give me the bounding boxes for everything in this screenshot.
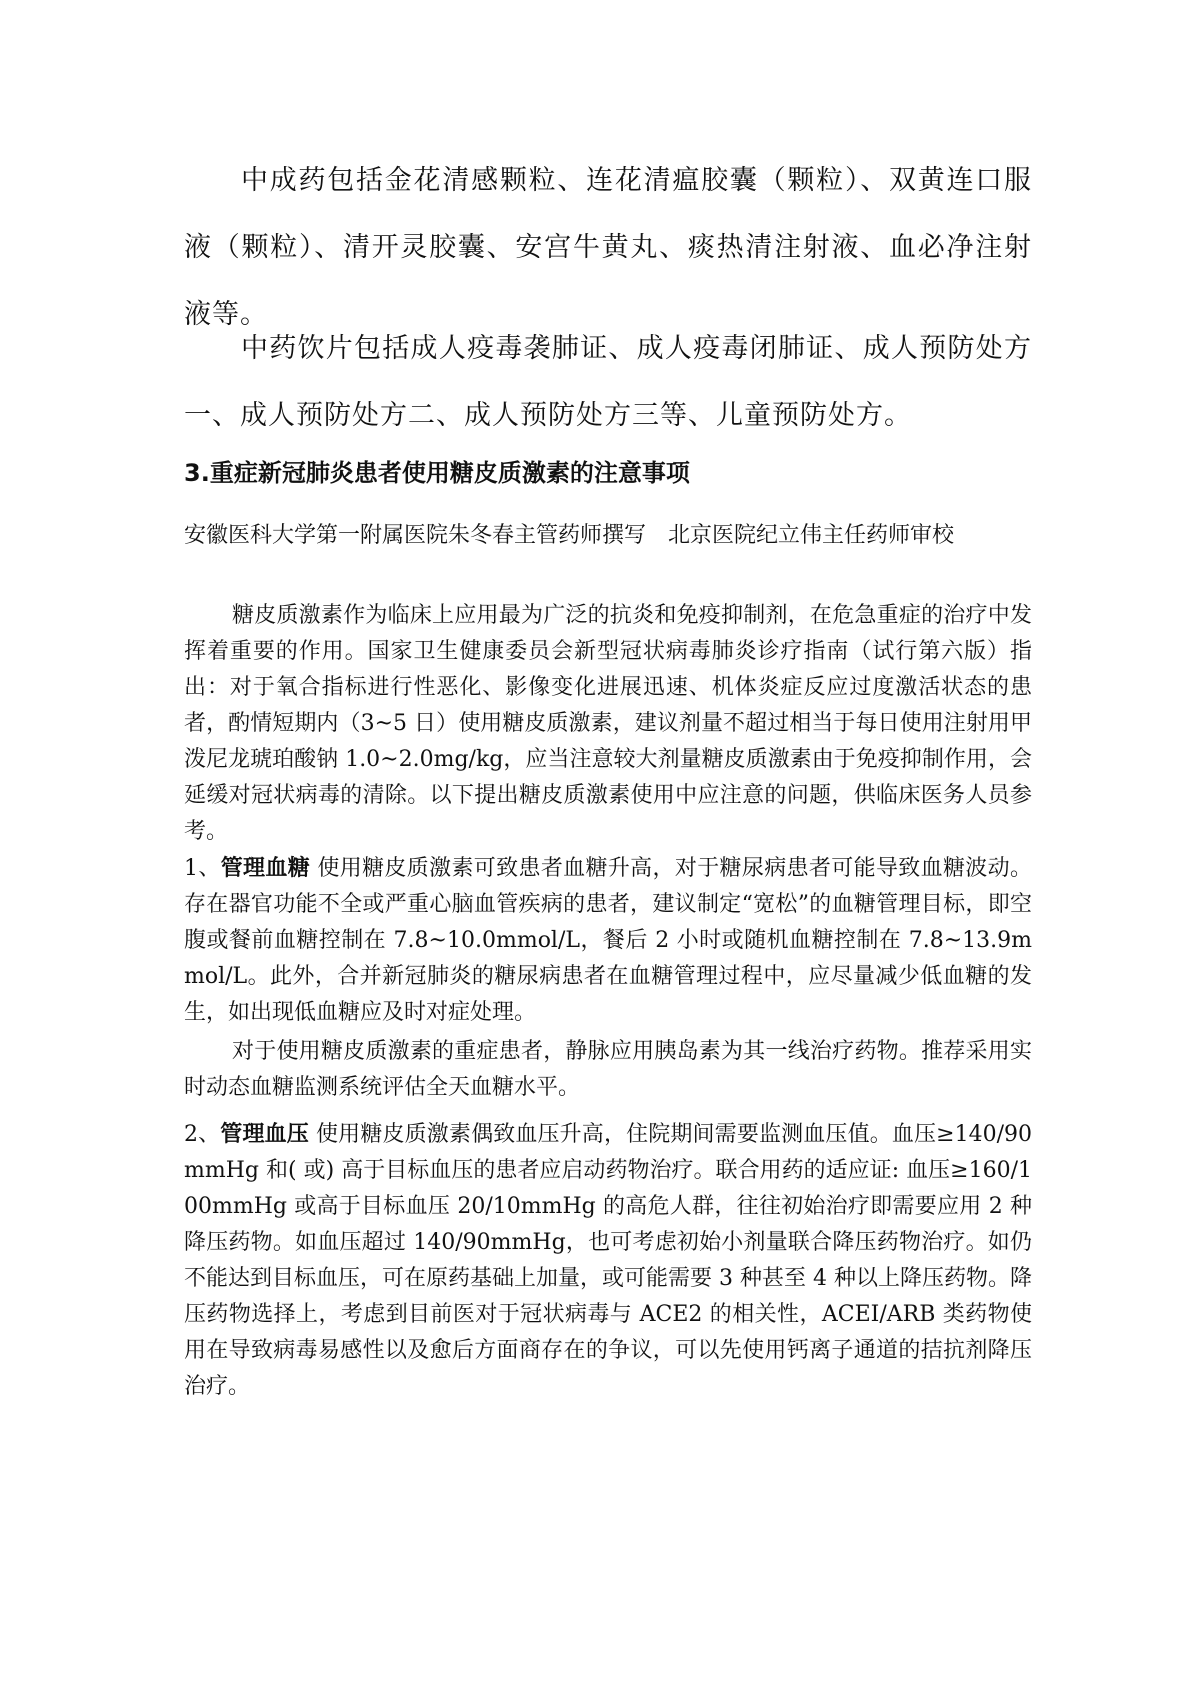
item-blood-pressure	[184, 1117, 1032, 1405]
item-blood-glucose	[184, 851, 1032, 1031]
item-number: 1、	[184, 856, 221, 881]
paragraph-insulin: 对于使用糖皮质激素的重症患者，静脉应用胰岛素为其一线治疗药物。推荐采用实时动态血糖监测系统评估全天血糖水平。	[184, 1039, 1032, 1100]
paragraph-intro: 糖皮质激素作为临床上应用最为广泛的抗炎和免疫抑制剂，在危急重症的治疗中发挥着重要的作用。国家卫生健康委员会新型冠状病毒肺炎诊疗指南（试行第六版）指出：对于氧合指标进行性恶化、影像变化进展迅速、机体炎症反应过度激活状态的患者，酌情短期内（3~5 日）使用糖皮质激素，建议剂量不超过相当于每日使用注射用甲泼尼龙琥珀酸钠 1.0~2.0mg/kg，应当注意较大剂量糖皮质激素由于免疫抑制作用，会延缓对冠状病毒的清除。以下提出糖皮质激素使用中应注意的问题，供临床医务人员参考。	[184, 603, 1032, 844]
paragraph-patent-medicines: 中成药包括金花清感颗粒、连花清瘟胶囊（颗粒）、双黄连口服液（颗粒）、清开灵胶囊、安宫牛黄丸、痰热清注射液、血必净注射液等。	[184, 165, 1032, 330]
paragraph-decoction-pieces: 中药饮片包括成人疫毒袭肺证、成人疫毒闭肺证、成人预防处方一、成人预防处方二、成人预防处方三等、儿童预防处方。	[184, 333, 1032, 431]
section-heading: 3.重症新冠肺炎患者使用糖皮质激素的注意事项	[184, 459, 690, 487]
byline: 安徽医科大学第一附属医院朱冬春主管药师撰写 北京医院纪立伟主任药师审校	[184, 523, 955, 548]
item-number: 2、	[184, 1122, 221, 1147]
item-title: 管理血糖	[220, 856, 311, 881]
item-title: 管理血压	[220, 1122, 309, 1147]
item-text: 使用糖皮质激素可致患者血糖升高，对于糖尿病患者可能导致血糖波动。存在器官功能不全或严重心脑血管疾病的患者，建议制定“宽松”的血糖管理目标，即空腹或餐前血糖控制在 7.8~10.0mmol/L，餐后 2 小时或随机血糖控制在 7.8~13.9mmol/L。此外，合并新冠肺炎的糖尿病患者在血糖管理过程中，应尽量减少低血糖的发生，如出现低血糖应及时对症处理。	[184, 856, 1032, 1025]
item-text: 使用糖皮质激素偶致血压升高，住院期间需要监测血压值。血压≥140/90mmHg 和( 或) 高于目标血压的患者应启动药物治疗。联合用药的适应证: 血压≥160/100mmHg 或高于目标血压 20/10mmHg 的高危人群，往往初始治疗即需要应用 2 种降压药物。如血压超过 140/90mmHg，也可考虑初始小剂量联合降压药物治疗。如仍不能达到目标血压，可在原药基础上加量，或可能需要 3 种甚至 4 种以上降压药物。降压药物选择上，考虑到目前医对于冠状病毒与 ACE2 的相关性，ACEI/ARB 类药物使用在导致病毒易感性以及愈后方面商存在的争议，可以先使用钙离子通道的拮抗剂降压治疗。	[184, 1122, 1032, 1399]
